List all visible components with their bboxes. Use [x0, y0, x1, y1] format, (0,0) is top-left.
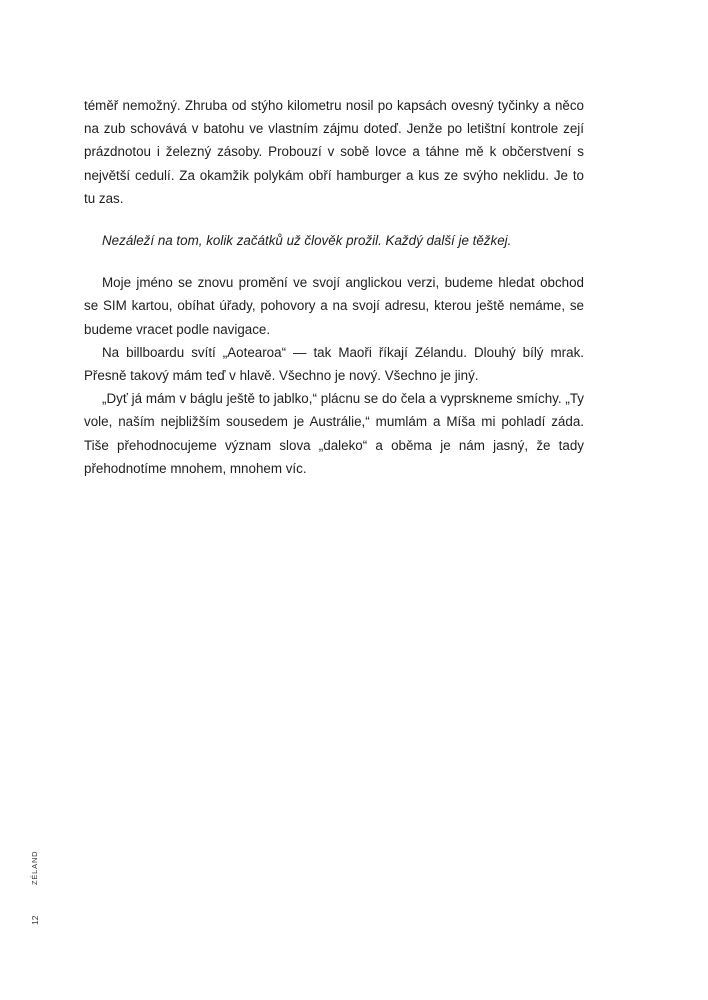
paragraph: téměř nemožný. Zhruba od stýho kilometru nosil po kapsách ovesný tyčinky a něco na zub schovává v batohu ve vlastním zájmu doteď. Jenže po letištní kontrole zejí prázdnotou i železný zásoby. Probouzí v sobě lovce a táhne mě k občerstvení s největší cedulí. Za okamžik polykám obří hamburger a kus ze svýho neklidu. Je to tu zas. — [84, 98, 584, 206]
section-label: ZÉLAND — [30, 850, 39, 885]
paragraph: Na billboardu svítí „Aotearoa“ — tak Maoři říkají Zélandu. Dlouhý bílý mrak. Přesně takový mám teď v hlavě. Všechno je nový. Všechno je jiný. — [84, 344, 584, 384]
paragraph: Moje jméno se znovu promění ve svojí anglickou verzi, budeme hledat obchod se SIM kartou, obíhat úřady, pohovory a na svojí adresu, kterou ještě nemáme, se budeme vracet podle navigace. — [84, 275, 584, 337]
paragraph: „Dyť já mám v báglu ještě to jablko,“ plácnu se do čela a vyprskneme smíchy. „Ty vole, naším nejbližším sousedem je Austrálie,“ mumlám a Míša mi pohladí záda. Tiše přehodnocujeme význam slova „daleko“ a oběma je nám jasný, že tady přehodnotíme mnohem, mnohem víc. — [84, 391, 584, 476]
body-text — [84, 94, 584, 480]
italic-quote: Nezáleží na tom, kolik začátků už člověk prožil. Každý další je těžkej. — [102, 233, 512, 249]
page-number: 12 — [30, 915, 40, 925]
